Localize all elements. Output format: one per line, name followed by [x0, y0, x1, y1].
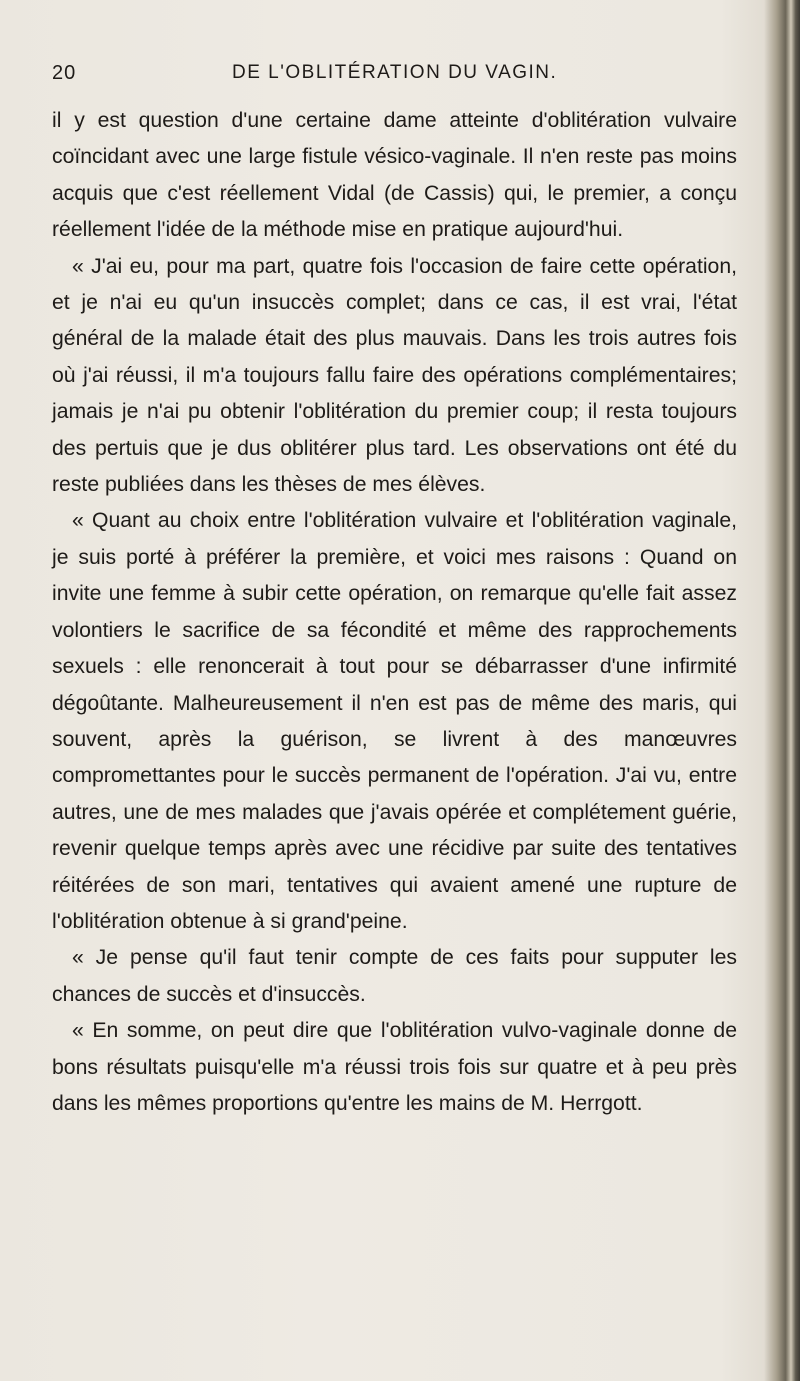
running-title: DE L'OBLITÉRATION DU VAGIN. [232, 62, 558, 83]
paragraph-quote-summary: « En somme, on peut dire que l'oblitération vulvo-vaginale donne de bons résultats puisqu'elle m'a réussi trois fois sur quatre et à peu près dans les mêmes proportions qu'entre les mains de M. Herrgott. [52, 1019, 737, 1115]
binding-edge [764, 0, 800, 1381]
page-header [52, 62, 742, 92]
body-text [52, 103, 737, 1122]
paragraph-quote-operations: « J'ai eu, pour ma part, quatre fois l'occasion de faire cette opération, et je n'ai eu qu'un insuccès complet; dans ce cas, il est vrai, l'état général de la malade était des plus mauvais. Dans les trois autres fois où j'ai réussi, il m'a toujours fallu faire des opérations complémentaires; jamais je n'ai pu obtenir l'oblitération du premier coup; il resta toujours des pertuis que je dus oblitérer plus tard. Les observations ont été du reste publiées dans les thèses de mes élèves. [52, 254, 737, 497]
page-number: 20 [52, 62, 77, 84]
paragraph-continuation: il y est question d'une certaine dame atteinte d'oblitération vulvaire coïncidant avec une large fistule vésico-vaginale. Il n'en reste pas moins acquis que c'est réellement Vidal (de Cassis) qui, le premier, a conçu réellement l'idée de la méthode mise en pratique aujourd'hui. [52, 109, 737, 242]
paragraph-quote-choice: « Quant au choix entre l'oblitération vulvaire et l'oblitération vaginale, je suis porté à préférer la première, et voici mes raisons : Quand on invite une femme à subir cette opération, on remarque qu'elle fait assez volontiers le sacrifice de sa fécondité et même des rapprochements sexuels : elle renoncerait à tout pour se débarrasser d'une infirmité dégoûtante. Malheureusement il n'en est pas de même des maris, qui souvent, après la guérison, se livrent à des manœuvres compromettantes pour le succès permanent de l'opération. J'ai vu, entre autres, une de mes malades que j'avais opérée et complétement guérie, revenir quelque temps après avec une récidive par suite des tentatives réitérées de son mari, tentatives qui avaient amené une rupture de l'oblitération obtenue à si grand'peine. [52, 509, 737, 933]
paragraph-quote-chances: « Je pense qu'il faut tenir compte de ces faits pour supputer les chances de succès et d'insuccès. [52, 946, 737, 1006]
